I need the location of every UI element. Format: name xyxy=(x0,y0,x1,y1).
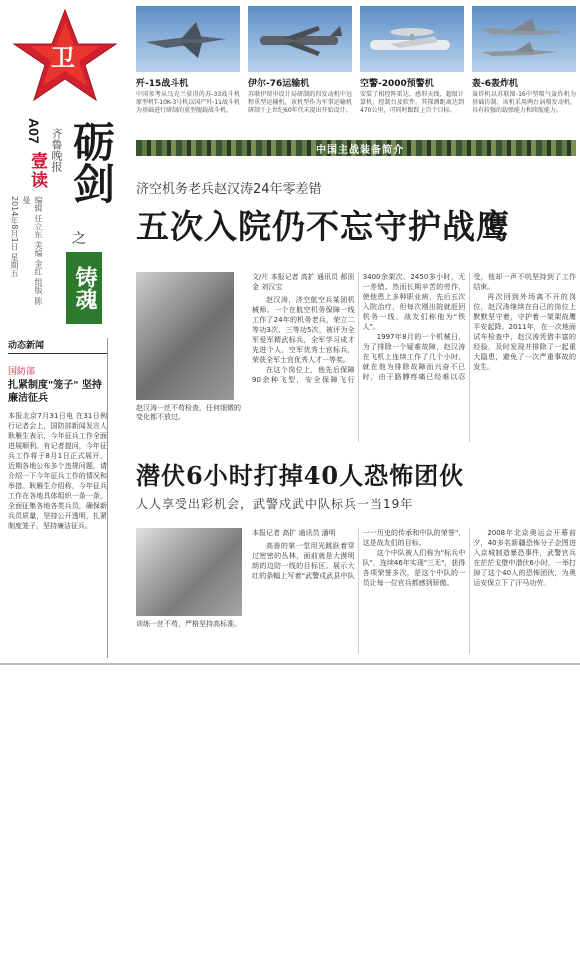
article-two-headline: 潜伏6小时打掉40人恐怖团伙 xyxy=(136,461,465,490)
article-paragraph: 高善的第一堂用光跳跃着穿过密密的丛林，面前就是大漠明朗的边防一线的目标区。展示大红的条幅上写着"武警戍武县中队一一历史的传承和中队的荣誉"，这是战友们的目标。 xyxy=(252,529,466,580)
aircraft-item xyxy=(136,6,240,115)
article-paragraph: 再次回到外场离不开的岗位，赵汉涛继续在自己的岗位上默默坚守着，守护着一架架战鹰平安起降。2011年，在一次地面试车检查中，赵汉涛凭借丰富的经验，及时发现并排除了一起重大隐患，避免了一次严重事故的发生。 xyxy=(473,293,576,371)
camouflage-band xyxy=(136,140,576,156)
aircraft-item xyxy=(248,6,352,115)
column-title-zhi: 之 xyxy=(72,231,86,247)
brief-text: 本报北京7月31日电 在31日例行记者会上，国防部新闻发言人耿雁生表示，今年征兵工作全面进展顺利。有记者提问，今年征兵工作将于8月1日正式展开，近期各地公布多个违规问题，请介绍一下今年征兵工作的情况和举措。耿雁生介绍称，今年征兵工作在各地具体组织一条一条，全面征集各地各类兵员，确保新兵员质量，坚持公开透明，扎紧制度笼子，坚持廉洁征兵。 xyxy=(8,412,107,530)
emblem-char: 卫 xyxy=(51,43,75,72)
article-paragraph: 在这个岗位上，他先后保障90余种飞型，安全保障飞行3400余架次、2450多小时，无一差错。然而长期辛苦的劳作，使他患上多种职业病，先后五次入院治疗，但每次刚出院就赶回机务一线，战友们称他为"铁人"。 xyxy=(252,273,466,384)
brief-kicker: 国防部 xyxy=(8,367,36,377)
column-title-block: 铸魂 xyxy=(66,252,102,324)
jet-fighter-image xyxy=(136,6,240,72)
page-number: A07 xyxy=(26,118,42,144)
star-emblem-icon xyxy=(10,8,120,103)
article-two-caption: 训练一丝不苟，严格坚持高标准。 xyxy=(136,620,241,628)
aircraft-name: 歼-15战斗机 xyxy=(136,79,189,89)
aircraft-desc: 安装了相控阵雷达，感形天线，超级计算机，控制台及软件。其探测距离达到470公里，可同时跟踪上百个目标。 xyxy=(360,91,464,114)
aircraft-name: 空警-2000预警机 xyxy=(360,79,434,89)
article-one-body xyxy=(252,272,576,442)
brief-header: 动态新闻 xyxy=(8,338,107,354)
editor-credits xyxy=(8,196,44,306)
brief-title: 扎紧制度"笼子" 坚持廉洁征兵 xyxy=(8,380,102,404)
article-one-subtitle: 济空机务老兵赵汉涛24年零差错 xyxy=(136,182,322,197)
article-two xyxy=(136,456,576,512)
article-one-byline: 文/片 本报记者 高扩 通讯员 郝顶金 刘汉宝 xyxy=(252,273,355,291)
article-paragraph: 这个中队被人们称为"标兵中队"，连续46年实现"三无"，获得各项荣誉多次，是这个中队的一员让每一位官兵都感到骄傲。 xyxy=(362,549,466,587)
masthead xyxy=(0,0,130,330)
article-one-photo xyxy=(136,272,234,400)
transport-plane-image xyxy=(248,6,352,72)
aircraft-name: 轰-6轰炸机 xyxy=(472,79,518,89)
bomber-plane-image xyxy=(472,6,576,72)
editors-line: 编辑 任立东 美编 金红 组版 陈曼 xyxy=(22,196,43,305)
aircraft-name: 伊尔-76运输机 xyxy=(248,79,310,89)
aircraft-desc: 苏联伊留申设计局研制的四发动机中远程重型运输机，该机型作为军事运输机研制于上世纪60年代末提出开始设计。 xyxy=(248,91,352,114)
band-label: 中国主战装备简介 xyxy=(316,145,404,156)
article-two-body xyxy=(252,528,576,654)
awacs-plane-image xyxy=(360,6,464,72)
article-paragraph: 2008年北京奥运会开幕前夕，40多名新疆恐怖分子企图进入京城制造暴恐事件，武警官兵在茫茫戈壁中潜伏6小时，一举打掉了这个40人的恐怖团伙，为奥运安保立下了汗马功劳。 xyxy=(473,529,576,587)
issue-date: 2014年8月1日 星期五 xyxy=(10,196,19,278)
article-two-photo xyxy=(136,528,242,616)
article-paragraph: 1997年8月的一个机械日，为了排除一个疑难故障，赵汉涛在飞机上连续工作了几个小时，就在他为排除故障而兴奋不已时，由于胳膊疼痛已经难以忍受，他却一声不吭坚持到了工作结束。 xyxy=(362,273,576,381)
aircraft-strip xyxy=(136,6,576,156)
aircraft-item xyxy=(472,6,576,115)
left-brief-column xyxy=(8,338,108,658)
aircraft-desc: 轰炸机以苏联图-16中型喷气轰炸机为基础仿制，该机采用两台涡喷发动机，具有较强的载弹能力和续航能力。 xyxy=(472,91,576,114)
aircraft-desc: 中国参考从乌克兰获得的苏-33战斗机原型机T-10K-3号机以国产歼-11战斗机为基础进行研制的重型舰载战斗机。 xyxy=(136,91,241,114)
article-two-subtitle: 人人享受出彩机会，武警戍武中队标兵一当19年 xyxy=(136,497,414,511)
column-title: 砺剑 xyxy=(67,120,116,204)
article-one xyxy=(136,178,576,248)
paper-name: 齐鲁晚报 xyxy=(50,128,63,172)
article-one-headline: 五次入院仍不忘守护战鹰 xyxy=(136,207,510,246)
section-label: 壹读 xyxy=(27,152,47,190)
article-two-byline: 本报记者 高扩 通讯员 潘明 xyxy=(252,529,336,537)
article-paragraph: 赵汉涛，济空航空兵某团机械师。一个在航空机务保障一线工作了24年的机务老兵，荣立二等功3次、三等功5次，被评为全军爱军精武标兵，全军学习成才先进个人，空军优秀士官标兵，荣获全军士官优秀人才一等奖。 xyxy=(252,296,355,364)
aircraft-item xyxy=(360,6,464,115)
article-one-caption: 赵汉涛一丝不苟检查，任何细微的变化都不放过。 xyxy=(136,404,241,421)
